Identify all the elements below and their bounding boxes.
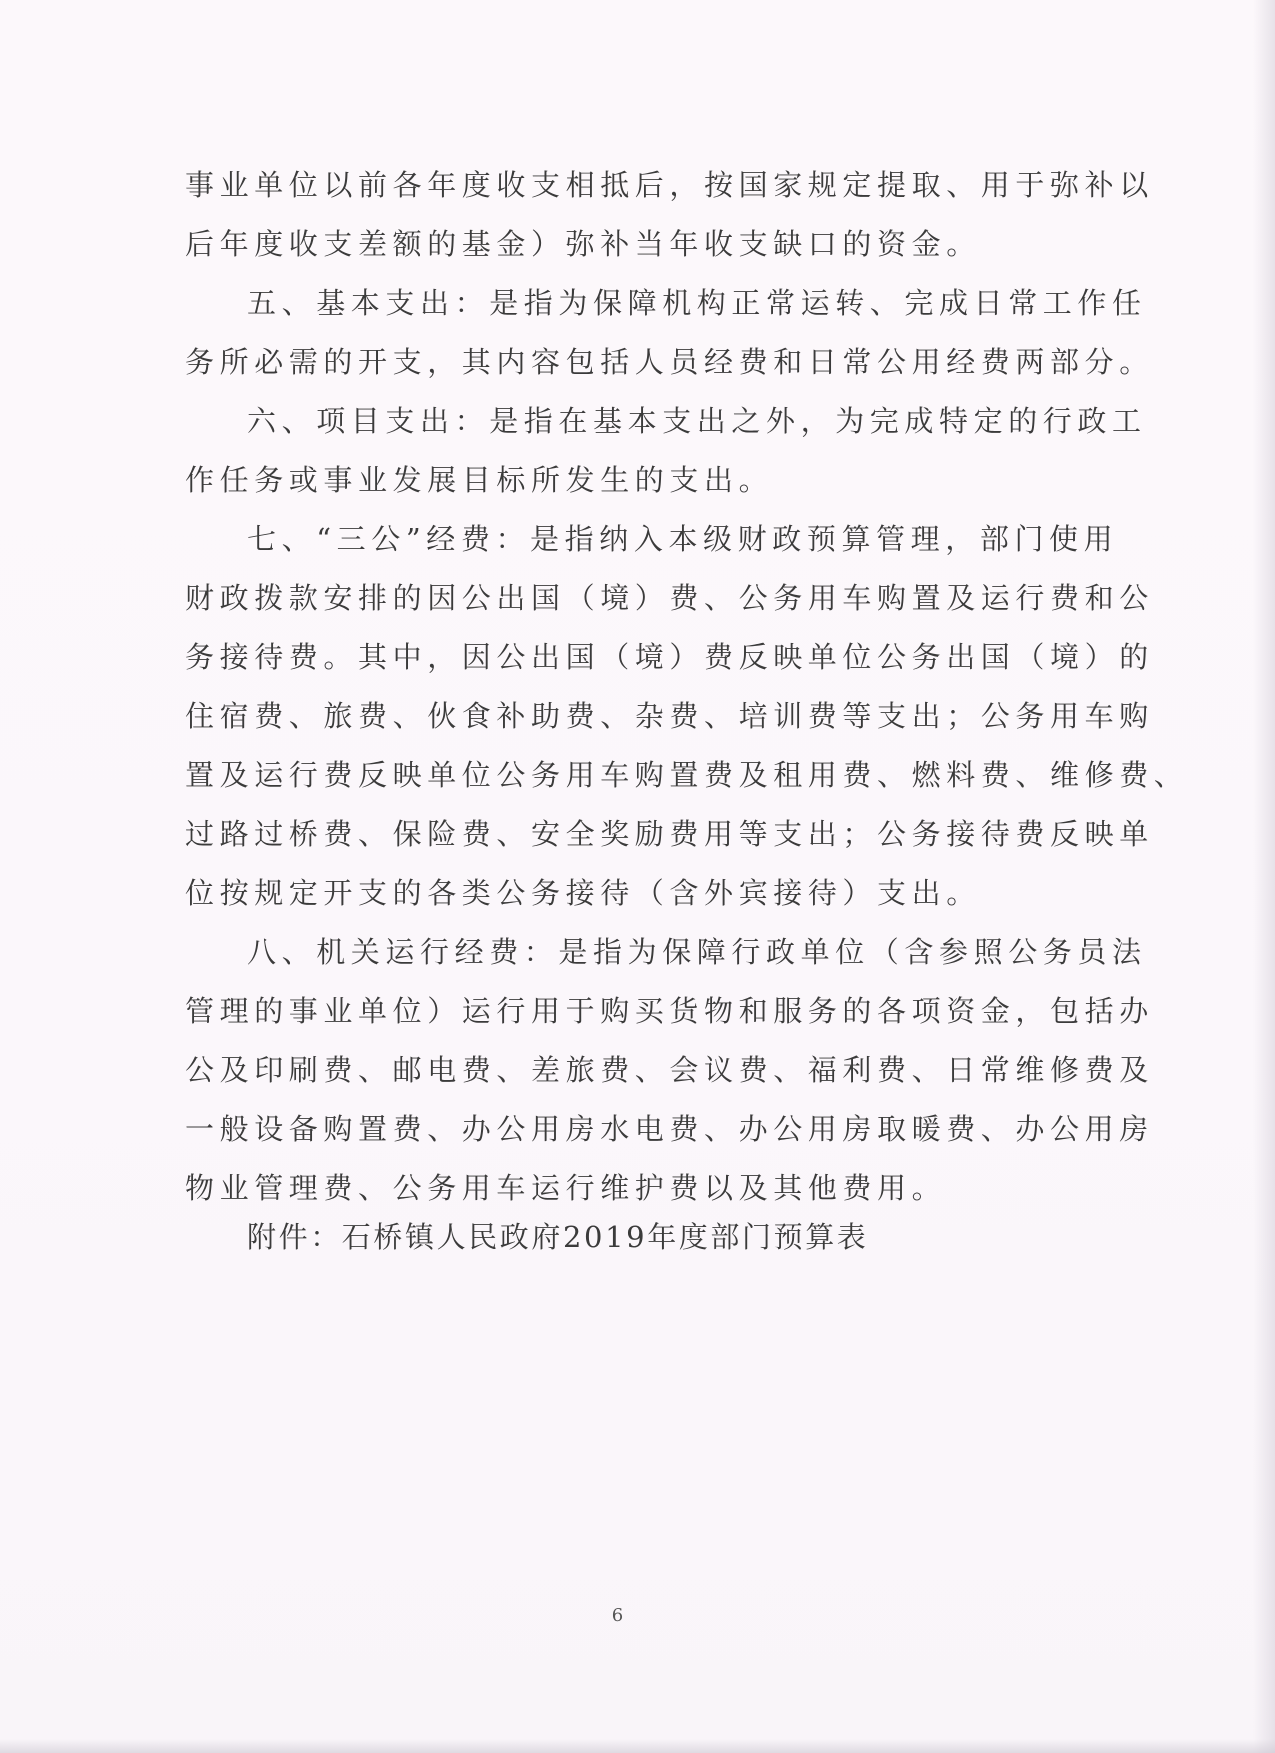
text-line: 作任务或事业发展目标所发生的支出。 <box>185 463 774 497</box>
text-line: 六、项目支出：是指在基本支出之外，为完成特定的行政工 <box>247 404 1147 438</box>
text-line: 位按规定开支的各类公务接待（含外宾接待）支出。 <box>185 876 981 910</box>
text-line: 务接待费。其中，因公出国（境）费反映单位公务出国（境）的 <box>185 640 1154 674</box>
text-line: 八、机关运行经费：是指为保障行政单位（含参照公务员法 <box>247 935 1147 969</box>
text-line: 五、基本支出：是指为保障机构正常运转、完成日常工作任 <box>247 286 1147 320</box>
body-text <box>185 156 1189 1218</box>
page-number: 6 <box>611 1605 624 1626</box>
text-line: 置及运行费反映单位公务用车购置费及租用费、燃料费、维修费、 <box>185 758 1189 792</box>
scan-edge-shadow <box>0 1739 1275 1753</box>
text-line: 事业单位以前各年度收支相抵后，按国家规定提取、用于弥补以 <box>185 168 1154 202</box>
text-line: 过路过桥费、保险费、安全奖励费用等支出；公务接待费反映单 <box>185 817 1154 851</box>
text-line: 务所必需的开支，其内容包括人员经费和日常公用经费两部分。 <box>185 345 1154 379</box>
scan-edge-shadow <box>1253 0 1275 1753</box>
text-line: 管理的事业单位）运行用于购买货物和服务的各项资金，包括办 <box>185 994 1154 1028</box>
text-line: 七、“三公”经费：是指纳入本级财政预算管理，部门使用 <box>247 522 1119 556</box>
text-line: 一般设备购置费、办公用房水电费、办公用房取暖费、办公用房 <box>185 1112 1154 1146</box>
text-line: 财政拨款安排的因公出国（境）费、公务用车购置及运行费和公 <box>185 581 1154 615</box>
attachment-note: 附件：石桥镇人民政府2019年度部门预算表 <box>247 1220 869 1254</box>
text-line: 后年度收支差额的基金）弥补当年收支缺口的资金。 <box>185 227 981 261</box>
text-line: 物业管理费、公务用车运行维护费以及其他费用。 <box>185 1171 947 1205</box>
text-line: 住宿费、旅费、伙食补助费、杂费、培训费等支出；公务用车购 <box>185 699 1154 733</box>
text-line: 公及印刷费、邮电费、差旅费、会议费、福利费、日常维修费及 <box>185 1053 1154 1087</box>
